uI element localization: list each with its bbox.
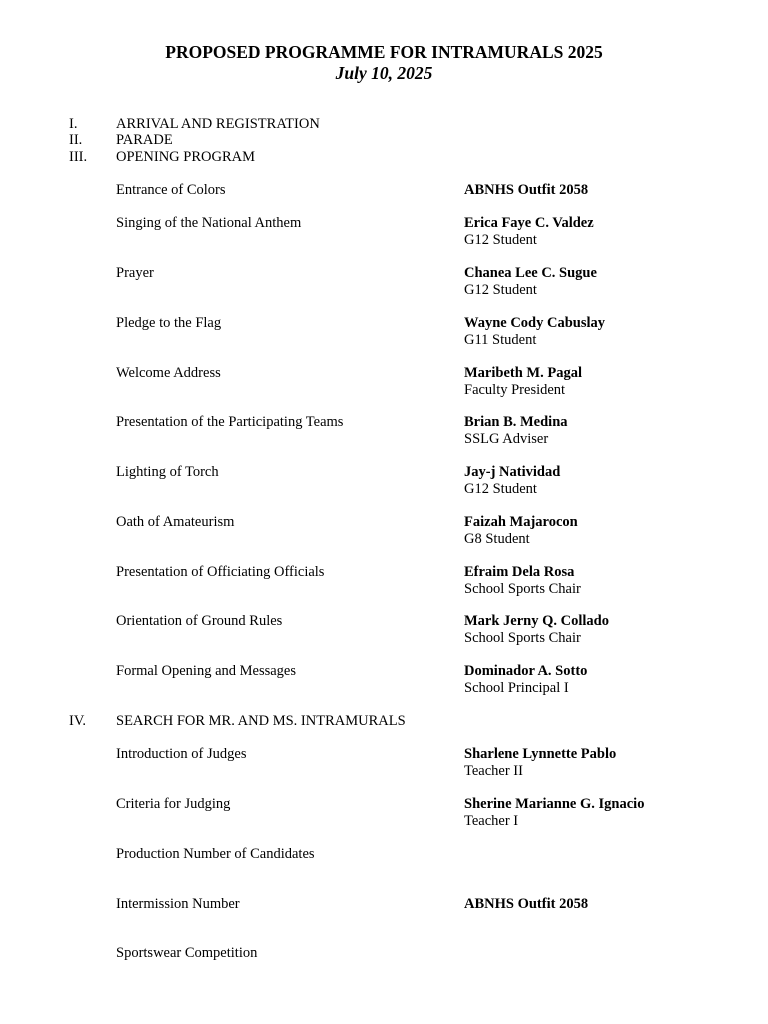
program-activity: Orientation of Ground Rules — [116, 613, 283, 629]
program-person-role: Teacher II — [464, 762, 523, 779]
program-person: Erica Faye C. Valdez — [464, 215, 594, 231]
program-item — [0, 365, 768, 399]
program-activity: Formal Opening and Messages — [116, 663, 297, 679]
document-date: July 10, 2025 — [335, 63, 433, 83]
section-label: ARRIVAL AND REGISTRATION — [116, 116, 320, 132]
program-activity: Introduction of Judges — [116, 746, 247, 762]
section-number: II. — [69, 132, 83, 148]
program-person-role: G12 Student — [464, 281, 537, 298]
program-person: Dominador A. Sotto — [464, 663, 588, 679]
program-person-role: SSLG Adviser — [464, 430, 549, 447]
section-label: SEARCH FOR MR. AND MS. INTRAMURALS — [116, 713, 406, 729]
program-person-role: Teacher I — [464, 812, 519, 829]
program-person: ABNHS Outfit 2058 — [464, 896, 589, 912]
program-activity: Lighting of Torch — [116, 464, 219, 480]
section-label: PARADE — [116, 132, 173, 148]
program-item — [0, 464, 768, 498]
program-person-role: School Sports Chair — [464, 580, 581, 597]
program-person: Efraim Dela Rosa — [464, 564, 575, 580]
program-item — [0, 613, 768, 647]
program-item — [0, 796, 768, 830]
program-item — [0, 945, 768, 979]
program-activity: Presentation of Officiating Officials — [116, 564, 325, 580]
program-person: Faizah Majarocon — [464, 514, 578, 530]
program-person-role: G11 Student — [464, 331, 537, 348]
program-item — [0, 414, 768, 448]
program-activity: Pledge to the Flag — [116, 315, 222, 331]
program-person-role: School Principal I — [464, 679, 569, 696]
program-activity: Intermission Number — [116, 896, 240, 912]
program-item — [0, 746, 768, 780]
section-number: III. — [69, 149, 88, 165]
program-activity: Welcome Address — [116, 365, 221, 381]
program-item — [0, 182, 768, 216]
program-item — [0, 564, 768, 598]
program-activity: Entrance of Colors — [116, 182, 226, 198]
program-item — [0, 896, 768, 930]
program-item — [0, 846, 768, 880]
section-label: OPENING PROGRAM — [116, 149, 255, 165]
program-activity: Criteria for Judging — [116, 796, 231, 812]
program-item — [0, 663, 768, 697]
program-person-role: Faculty President — [464, 381, 566, 398]
program-person: Chanea Lee C. Sugue — [464, 265, 597, 281]
program-person: Maribeth M. Pagal — [464, 365, 582, 381]
section-number: IV. — [69, 713, 87, 729]
program-item — [0, 265, 768, 299]
program-person-role: School Sports Chair — [464, 629, 581, 646]
program-activity: Prayer — [116, 265, 154, 281]
program-person: ABNHS Outfit 2058 — [464, 182, 589, 198]
section-number: I. — [69, 116, 78, 132]
program-person-role: G12 Student — [464, 480, 537, 497]
program-person: Wayne Cody Cabuslay — [464, 315, 606, 331]
program-person: Mark Jerny Q. Collado — [464, 613, 609, 629]
program-person: Brian B. Medina — [464, 414, 568, 430]
program-person: Sherine Marianne G. Ignacio — [464, 796, 645, 812]
program-item — [0, 215, 768, 249]
program-activity: Oath of Amateurism — [116, 514, 235, 530]
program-activity: Singing of the National Anthem — [116, 215, 302, 231]
program-activity: Presentation of the Participating Teams — [116, 414, 344, 430]
program-activity: Sportswear Competition — [116, 945, 258, 961]
program-person-role: G12 Student — [464, 231, 537, 248]
program-item — [0, 514, 768, 548]
program-item — [0, 315, 768, 349]
program-person-role: G8 Student — [464, 530, 530, 547]
program-activity: Production Number of Candidates — [116, 846, 315, 862]
program-person: Sharlene Lynnette Pablo — [464, 746, 617, 762]
program-person: Jay-j Natividad — [464, 464, 561, 480]
document-title: PROPOSED PROGRAMME FOR INTRAMURALS 2025 — [165, 42, 603, 62]
